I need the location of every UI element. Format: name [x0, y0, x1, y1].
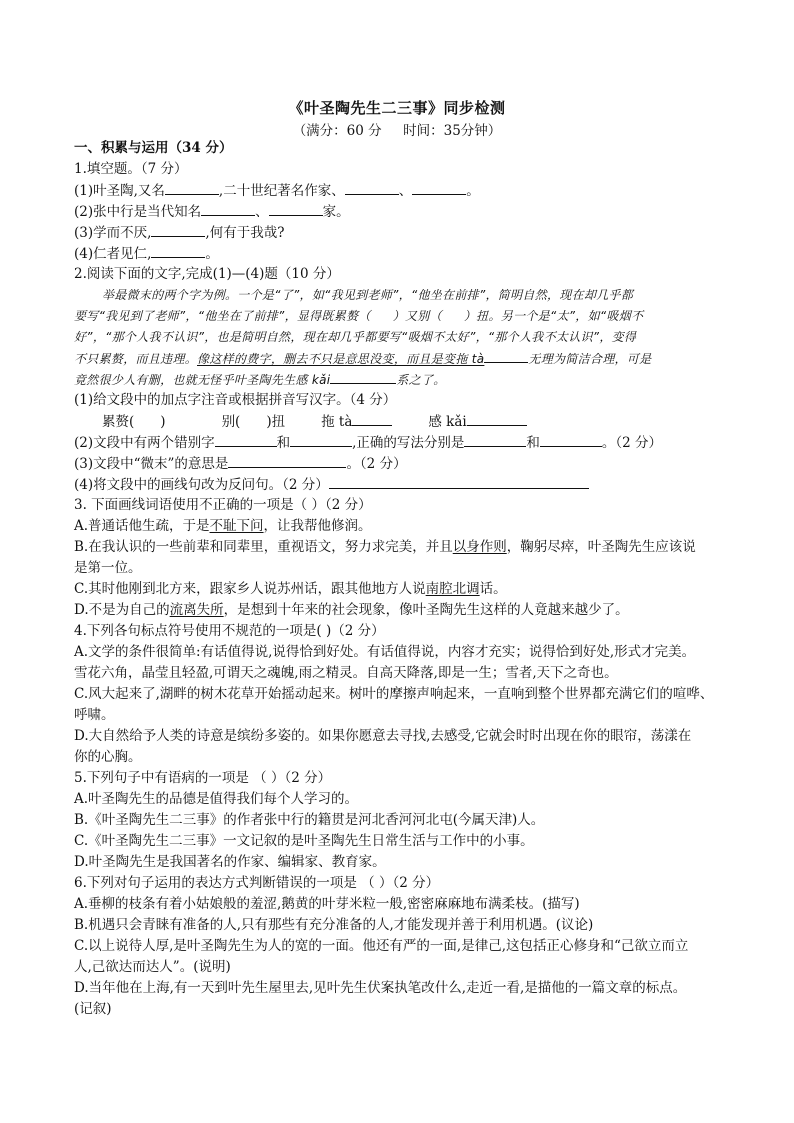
q2-text: 和 [276, 435, 291, 451]
q2-text: 感 kǎi [428, 414, 467, 430]
q5-option-b: B.《叶圣陶先生二三事》的作者张中行的籍贯是河北香河河北屯(今属天津)人。 [74, 812, 545, 828]
q6-option-a: A.垂柳的枝条有着小姑娘般的羞涩,鹅黄的叶芽米粒一般,密密麻麻地布满柔枝。(描写) [74, 896, 580, 912]
q2-sub-2 [74, 432, 730, 453]
q1-text: (2)张中行是当代知名 [74, 204, 202, 220]
page-subtitle: （满分：60 分 时间：35分钟） [292, 123, 502, 139]
q4-option-c: C.风大起来了,湖畔的树木花草开始摇动起来。树叶的摩擦声响起来，一直响到整个世界都充满它们的喧哗、 [74, 686, 714, 702]
q4-option-d-cont: 你的心胸。 [74, 749, 142, 765]
q1-line-4 [74, 243, 730, 264]
q6-stem: 6.下列对句子运用的表达方式判断错误的一项是 （ ）（2 分） [74, 875, 440, 891]
q1-line-3 [74, 222, 730, 243]
q1-text: 、 [398, 183, 413, 199]
q3-option-b-cont: 是第一位。 [74, 560, 142, 576]
passage-line-4 [74, 348, 730, 369]
q2-text: (2)文段中有两个错别字 [74, 435, 215, 451]
option-text: ，让我帮他修润。 [263, 518, 372, 534]
q2-text: 累赘( [102, 414, 135, 430]
q1-text: (1)叶圣陶,又名 [74, 183, 165, 199]
q2-text: ,正确的写法分别是 [352, 435, 465, 451]
answer-blank[interactable] [290, 432, 352, 447]
q2-text: (3)文段中“微末”的意思是 [74, 456, 229, 472]
q2-text: 别( [221, 414, 241, 430]
q6-option-d-cont: (记叙) [74, 1001, 112, 1017]
answer-blank[interactable] [329, 474, 589, 489]
q2-text: )扭 [266, 414, 286, 430]
passage-text: 无理为简洁合理，可是 [528, 352, 652, 366]
section-heading: 一、积累与运用（34 分） [74, 140, 233, 156]
answer-blank[interactable] [412, 180, 466, 195]
answer-blank[interactable] [345, 180, 399, 195]
passage-text: 系之了。 [396, 373, 446, 387]
q6-option-b: B.机遇只会青睐有准备的人,只有那些有充分准备的人,才能发现并善于利用机遇。(议论) [74, 917, 594, 933]
q1-line-2 [74, 201, 730, 222]
answer-blank[interactable] [330, 369, 396, 384]
answer-blank[interactable] [540, 432, 602, 447]
underlined-word: 不耻下问 [209, 518, 264, 534]
underlined-sentence: 像这样的费字，删去不只是意思没变，而且是变拖 tà [197, 352, 485, 366]
q3-option-c [74, 579, 730, 600]
q4-option-b: 雪花六角，晶莹且轻盈,可谓天之魂魄,雨之精灵。自高天降落,即是一生；雪者,天下之奇也。 [74, 665, 618, 681]
q5-option-a: A.叶圣陶先生的品德是值得我们每个人学习的。 [74, 791, 359, 807]
q2-text: 拖 tà [321, 414, 353, 430]
q4-option-a: A.文学的条件很简单:有话值得说,说得恰到好处。有话值得说，内容才充实；说得恰到好处,形式才完美。 [74, 644, 696, 660]
answer-blank[interactable] [151, 222, 205, 237]
passage-text: 竟然很少人有删，也就无怪乎叶圣陶先生感 kǎi [74, 373, 331, 387]
passage-text: ）扭。另一个是“太”，如“吸烟不 [463, 309, 644, 323]
answer-blank[interactable] [151, 243, 205, 258]
answer-blank[interactable] [228, 453, 346, 468]
passage-text: 不只累赘，而且违理。 [74, 352, 198, 366]
answer-blank[interactable] [269, 201, 323, 216]
q3-option-d [74, 600, 730, 621]
q3-option-b [74, 537, 730, 558]
q1-line-1 [74, 180, 730, 201]
q2-sub-4 [74, 474, 730, 495]
q1-stem: 1.填空题。（7 分） [74, 161, 188, 177]
worksheet-body [74, 138, 730, 1020]
q1-text: 。 [466, 183, 480, 199]
q1-text: 家。 [322, 204, 350, 220]
q4-option-d: D.大自然给予人类的诗意是缤纷多姿的。如果你愿意去寻找,去感受,它就会时时出现在你的眼帘，荡漾在 [74, 728, 692, 744]
q2-text: 。（2 分） [601, 435, 663, 451]
passage-text: 要写“我见到了老师”，“他坐在了前排”，显得既累赘（ [74, 309, 371, 323]
q3-stem: 3. 下面画线词语使用不正确的一项是（ ）（2 分） [74, 497, 372, 513]
answer-blank[interactable] [464, 432, 526, 447]
q1-text: 。 [205, 246, 219, 262]
passage-line-2 [74, 306, 730, 327]
q1-text: (4)仁者见仁, [74, 246, 152, 262]
underlined-word: 以身作则 [452, 539, 507, 555]
q5-stem: 5.下列句子中有语病的一项是 （ ）（2 分） [74, 770, 332, 786]
answer-blank[interactable] [165, 180, 219, 195]
option-text: C.其时他刚到北方来，跟家乡人说苏州话，跟其他地方人说 [74, 581, 426, 597]
passage-line-3: 好”，“那个人我不认识”，也是简明自然，现在却几乎都要写“吸烟不太好”，“那个人我不太认识”，变得 [74, 330, 637, 344]
answer-blank[interactable] [215, 432, 277, 447]
q2-sub-3 [74, 453, 730, 474]
option-text: A.普通话他生疏，于是 [74, 518, 210, 534]
q1-text: (3)学而不厌, [74, 225, 152, 241]
q5-option-c: C.《叶圣陶先生二三事》一文记叙的是叶圣陶先生日常生活与工作中的小事。 [74, 833, 534, 849]
q6-option-c-cont: 人,己欲达而达人”。(说明) [74, 959, 231, 975]
q2-text: 和 [526, 435, 540, 451]
q2-sub-1: (1)给文段中的加点字注音或根据拼音写汉字。（4 分） [74, 392, 397, 408]
q1-text: ,二十世纪著名作家、 [218, 183, 345, 199]
underlined-word: 南腔北调 [425, 581, 480, 597]
q3-option-a [74, 516, 730, 537]
option-text: 话。 [479, 581, 507, 597]
q4-option-c-cont: 呼啸。 [74, 707, 115, 723]
q4-stem: 4.下列各句标点符号使用不规范的一项是( )（2 分） [74, 623, 385, 639]
q1-text: 、 [255, 204, 269, 220]
page-title: 《叶圣陶先生二三事》同步检测 [288, 99, 506, 117]
underlined-word: 流离失所 [169, 602, 224, 618]
passage-line-5 [74, 369, 730, 390]
option-text: B.在我认识的一些前辈和同辈里，重视语文，努力求完美，并且 [74, 539, 453, 555]
option-text: ，是想到十年来的社会现象，像叶圣陶先生这样的人竟越来越少了。 [223, 602, 629, 618]
q6-option-c: C.以上说待人厚,是叶圣陶先生为人的宽的一面。他还有严的一面,是律己,这包括正心修身和“己欲立而立 [74, 938, 689, 954]
q2-sub-1-items [74, 411, 730, 432]
answer-blank[interactable] [467, 411, 527, 426]
option-text: D.不是为自己的 [74, 602, 170, 618]
answer-blank[interactable] [352, 411, 392, 426]
q2-text: 。（2 分） [346, 456, 407, 472]
option-text: ，鞠躬尽瘁，叶圣陶先生应该说 [506, 539, 696, 555]
answer-blank[interactable] [201, 201, 255, 216]
q1-text: ,何有于我哉? [205, 225, 285, 241]
passage-text: ）又别（ [392, 309, 442, 323]
q6-option-d: D.当年他在上海,有一天到叶先生屋里去,见叶先生伏案执笔改什么,走近一看,是描他的一篇文章的标点。 [74, 980, 687, 996]
answer-blank[interactable] [484, 348, 528, 363]
q2-text: (4)将文段中的画线句改为反问句。（2 分） [74, 477, 329, 493]
q2-stem: 2.阅读下面的文字,完成(1)—(4)题（10 分） [74, 266, 340, 282]
q5-option-d: D.叶圣陶先生是我国著名的作家、编辑家、教育家。 [74, 854, 386, 870]
q2-text: ) [160, 414, 166, 430]
passage-line-1: 举最微末的两个字为例。一个是“了”，如“我见到老师”，“他坐在前排”，简明自然，现在却几乎都 [102, 288, 634, 302]
